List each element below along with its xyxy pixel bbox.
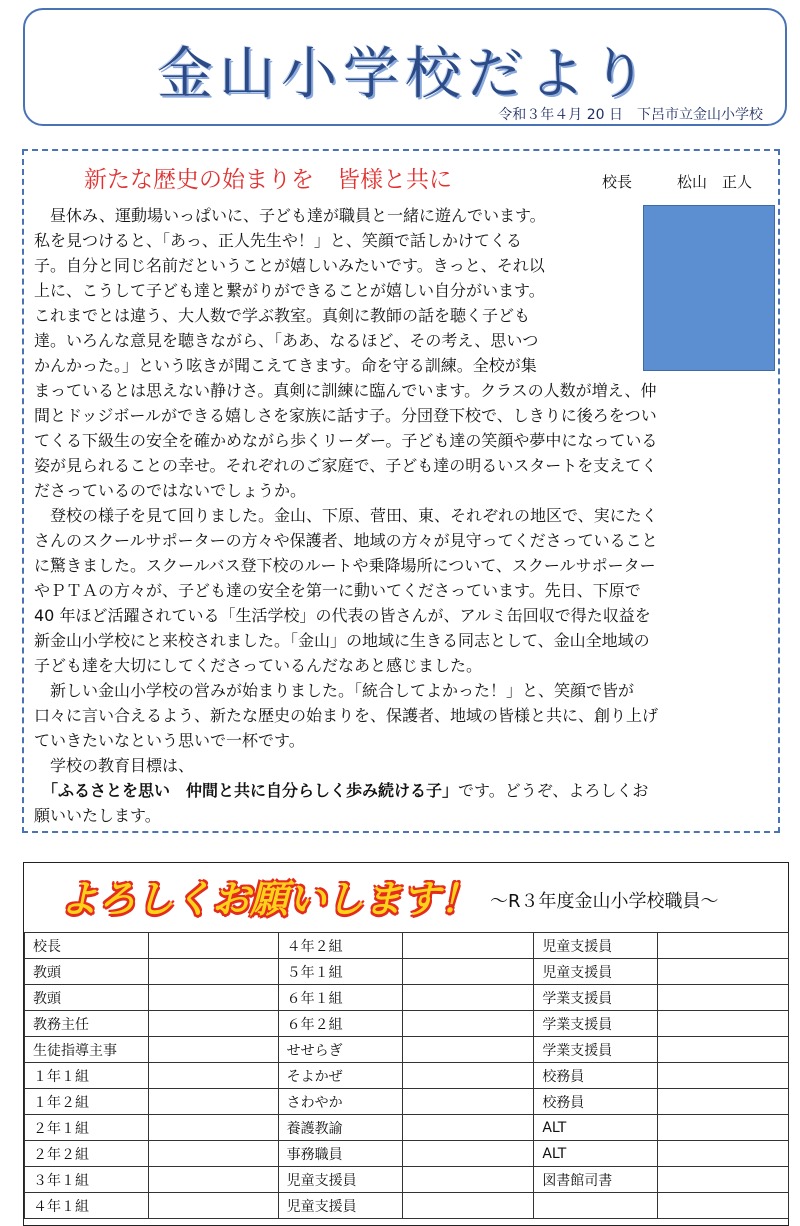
article-line: さんのスクールサポーターの方々や保護者、地域の方々が見守ってくださっていること: [34, 531, 658, 550]
name-cell: [402, 985, 534, 1011]
article-line: 40 年ほど活躍されている「生活学校」の代表の皆さんが、アルミ缶回収で得た収益を: [34, 606, 651, 625]
role-cell: ２年２組: [25, 1141, 149, 1167]
article-line: 願いいたします。: [34, 806, 161, 825]
role-cell: ２年１組: [25, 1115, 149, 1141]
name-cell: [148, 1037, 278, 1063]
table-row: [25, 985, 789, 1011]
school-goal: 「ふるさとを思い 仲間と共に自分らしく歩み続ける子」: [50, 781, 459, 800]
role-cell: ６年１組: [278, 985, 402, 1011]
article-line: 新金山小学校にと来校されました。「金山」の地域に生きる同志として、金山全地域の: [34, 631, 650, 650]
goal-tail: です。どうぞ、よろしくお: [458, 781, 649, 800]
name-cell: [402, 1167, 534, 1193]
role-cell: 図書館司書: [534, 1167, 658, 1193]
role-cell: 児童支援員: [278, 1167, 402, 1193]
article-line: これまでとは違う、大人数で学ぶ教室。真剣に教師の話を聴く子ども: [34, 306, 531, 325]
name-cell: [658, 1063, 789, 1089]
role-cell: １年１組: [25, 1063, 149, 1089]
role-cell: 校務員: [534, 1089, 658, 1115]
article-line: 昼休み、運動場いっぱいに、子ども達が職員と一緒に遊んでいます。: [34, 206, 546, 225]
role-cell: 児童支援員: [534, 959, 658, 985]
article-line: 間とドッジボールができる嬉しさを家族に話す子。分団登下校で、しきりに後ろをつい: [34, 406, 657, 425]
name-cell: [402, 1193, 534, 1219]
role-cell: そよかぜ: [278, 1063, 402, 1089]
name-cell: [402, 1089, 534, 1115]
role-cell: さわやか: [278, 1089, 402, 1115]
role-cell: 事務職員: [278, 1141, 402, 1167]
role-cell: １年２組: [25, 1089, 149, 1115]
article-line: 登校の様子を見て回りました。金山、下原、菅田、東、それぞれの地区で、実にたく: [34, 506, 658, 525]
table-row: [25, 1037, 789, 1063]
role-cell: [534, 1193, 658, 1219]
issue-date: 令和３年４月 20 日 下呂市立金山小学校: [498, 107, 763, 123]
article-line: ていきたいなという思いで一杯です。: [34, 731, 305, 750]
role-cell: 学業支援員: [534, 985, 658, 1011]
article-line: 子ども達を大切にしてくださっているんだなあと感じました。: [34, 656, 483, 675]
role-cell: せせらぎ: [278, 1037, 402, 1063]
article-line: 上に、こうして子ども達と繋がりができることが嬉しい自分がいます。: [34, 281, 545, 300]
name-cell: [658, 1011, 789, 1037]
goal-line: [34, 778, 772, 803]
staff-table: [24, 932, 789, 1219]
name-cell: [148, 1193, 278, 1219]
name-cell: [148, 985, 278, 1011]
role-cell: 教頭: [25, 959, 149, 985]
name-cell: [148, 1141, 278, 1167]
article-body: [34, 203, 772, 828]
article-line: ださっているのではないでしょうか。: [34, 481, 307, 500]
name-cell: [658, 1141, 789, 1167]
role-cell: 校務員: [534, 1063, 658, 1089]
role-cell: 学業支援員: [534, 1037, 658, 1063]
article-line: 学校の教育目標は、: [34, 756, 195, 775]
name-cell: [148, 1063, 278, 1089]
name-cell: [402, 1037, 534, 1063]
table-row: [25, 959, 789, 985]
role-cell: 児童支援員: [534, 933, 658, 959]
table-row: [25, 1011, 789, 1037]
principal-message: [22, 149, 780, 833]
role-cell: ６年２組: [278, 1011, 402, 1037]
article-author: 校長 松山 正人: [601, 173, 752, 191]
article-line: てくる下級生の安全を確かめながら歩くリーダー。子ども達の笑顔や夢中になっている: [34, 431, 658, 450]
article-line: 新しい金山小学校の営みが始まりました。「統合してよかった！」と、笑顔で皆が: [34, 681, 635, 700]
name-cell: [658, 1193, 789, 1219]
name-cell: [402, 1011, 534, 1037]
name-cell: [402, 1115, 534, 1141]
role-cell: ALT: [534, 1115, 658, 1141]
role-cell: 児童支援員: [278, 1193, 402, 1219]
table-row: [25, 1115, 789, 1141]
table-row: [25, 1089, 789, 1115]
newsletter-header: [23, 8, 787, 126]
name-cell: [148, 933, 278, 959]
name-cell: [148, 1089, 278, 1115]
staff-heading: よろしくお願いします！: [60, 877, 479, 921]
name-cell: [148, 1011, 278, 1037]
newsletter-title: 金山小学校だより: [157, 42, 653, 107]
article-line: 子。自分と同じ名前だということが嬉しいみたいです。きっと、それ以: [34, 256, 545, 275]
name-cell: [402, 959, 534, 985]
name-cell: [658, 959, 789, 985]
article-line: 口々に言い合えるよう、新たな歴史の始まりを、保護者、地域の皆様と共に、創り上げ: [34, 706, 659, 725]
role-cell: ALT: [534, 1141, 658, 1167]
name-cell: [658, 1037, 789, 1063]
name-cell: [658, 985, 789, 1011]
name-cell: [148, 959, 278, 985]
name-cell: [402, 933, 534, 959]
table-row: [25, 1193, 789, 1219]
role-cell: 教頭: [25, 985, 149, 1011]
name-cell: [148, 1115, 278, 1141]
name-cell: [658, 1167, 789, 1193]
article-line: かんかった。」という呟きが聞こえてきます。命を守る訓練。全校が集: [34, 356, 537, 375]
table-row: [25, 1167, 789, 1193]
article-title: 新たな歴史の始まりを 皆様と共に: [84, 167, 452, 193]
role-cell: ４年２組: [278, 933, 402, 959]
role-cell: ４年１組: [25, 1193, 149, 1219]
role-cell: 校長: [25, 933, 149, 959]
article-line: に驚きました。スクールバス登下校のルートや乗降場所について、スクールサポーター: [34, 556, 656, 575]
role-cell: 学業支援員: [534, 1011, 658, 1037]
article-line: 姿が見られることの幸せ。それぞれのご家庭で、子ども達の明るいスタートを支えてく: [34, 456, 658, 475]
role-cell: 生徒指導主事: [25, 1037, 149, 1063]
staff-roster: [23, 862, 789, 1226]
table-row: [25, 1141, 789, 1167]
table-row: [25, 1063, 789, 1089]
name-cell: [658, 1115, 789, 1141]
article-line: 達。いろんな意見を聴きながら、「ああ、なるほど、その考え、思いつ: [34, 331, 539, 350]
name-cell: [658, 933, 789, 959]
role-cell: 教務主任: [25, 1011, 149, 1037]
role-cell: ５年１組: [278, 959, 402, 985]
table-row: [25, 933, 789, 959]
role-cell: 養護教諭: [278, 1115, 402, 1141]
article-line: まっているとは思えない静けさ。真剣に訓練に臨んでいます。クラスの人数が増え、仲: [34, 381, 657, 400]
role-cell: ３年１組: [25, 1167, 149, 1193]
name-cell: [148, 1167, 278, 1193]
article-line: 私を見つけると、「あっ、正人先生や！」と、笑顔で話しかけてくる: [34, 231, 522, 250]
name-cell: [658, 1089, 789, 1115]
name-cell: [402, 1063, 534, 1089]
article-line: やＰＴＡの方々が、子ども達の安全を第一に動いてくださっています。先日、下原で: [34, 581, 641, 600]
name-cell: [402, 1141, 534, 1167]
staff-subheading: ～R３年度金山小学校職員～: [490, 891, 719, 912]
staff-header: [24, 863, 788, 933]
